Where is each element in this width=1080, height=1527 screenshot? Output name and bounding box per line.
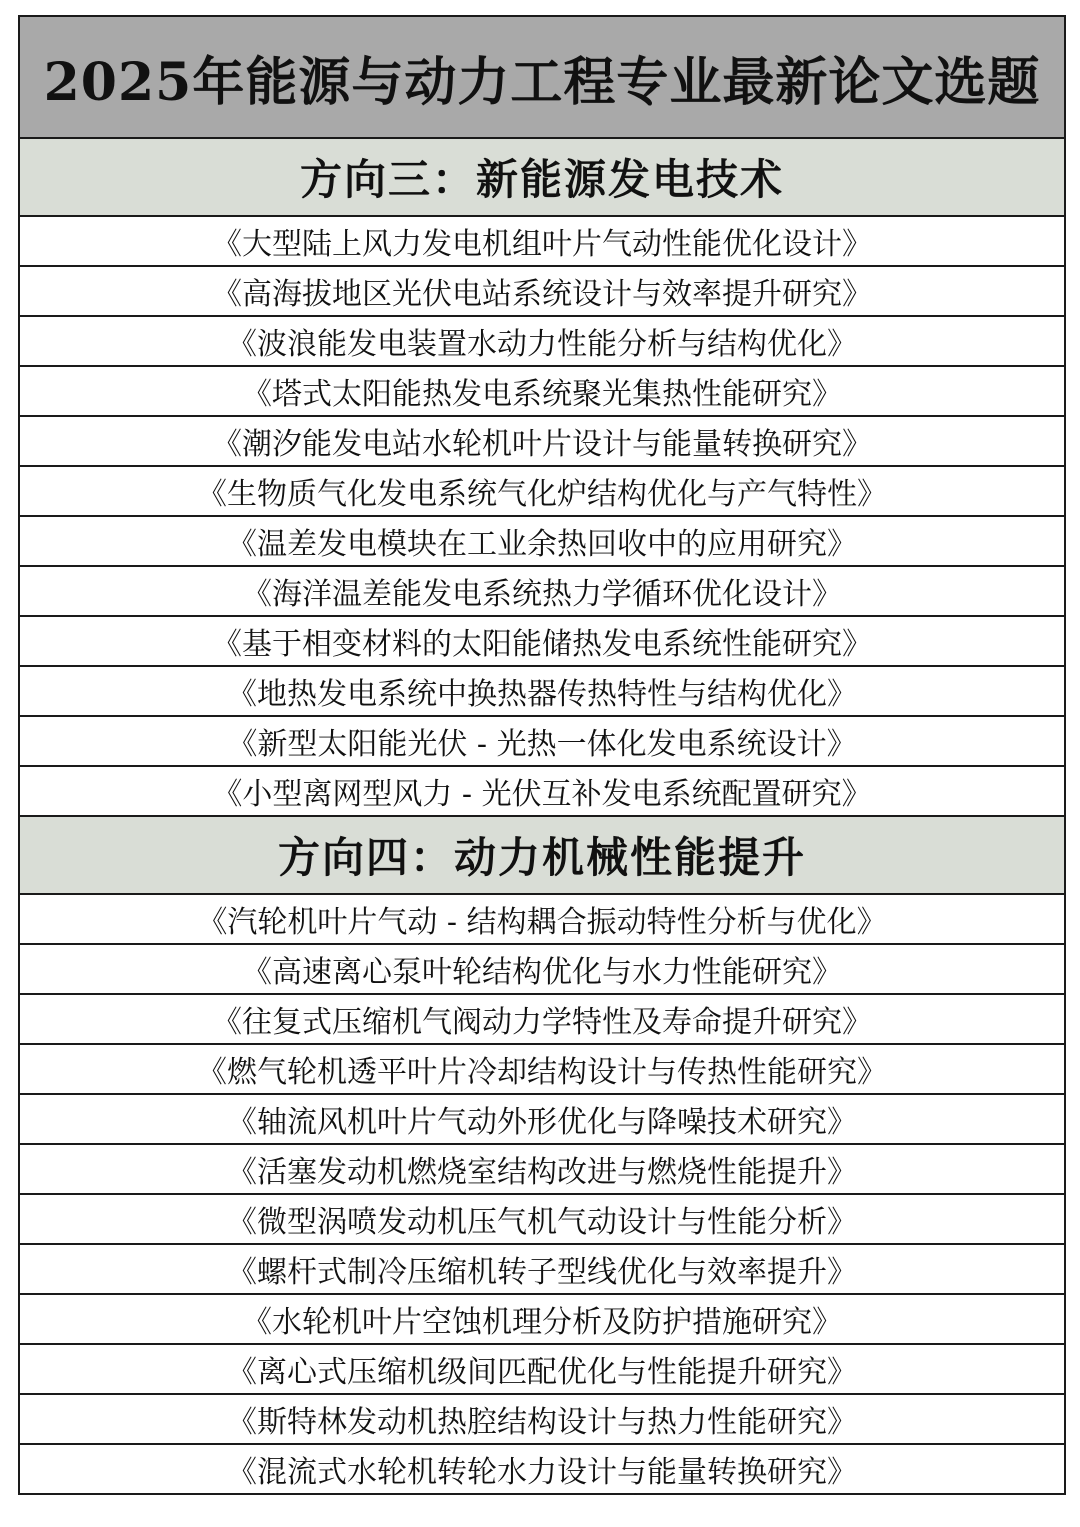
section-heading-direction-3: 方向三：新能源发电技术: [20, 139, 1064, 217]
section-heading-direction-4: 方向四：动力机械性能提升: [20, 817, 1064, 895]
topic-row: 《轴流风机叶片气动外形优化与降噪技术研究》: [20, 1095, 1064, 1145]
topic-row: 《螺杆式制冷压缩机转子型线优化与效率提升》: [20, 1245, 1064, 1295]
topic-row: 《大型陆上风力发电机组叶片气动性能优化设计》: [20, 217, 1064, 267]
topic-row: 《新型太阳能光伏 - 光热一体化发电系统设计》: [20, 717, 1064, 767]
topic-row: 《波浪能发电装置水动力性能分析与结构优化》: [20, 317, 1064, 367]
topic-row: 《高海拔地区光伏电站系统设计与效率提升研究》: [20, 267, 1064, 317]
topic-row: 《混流式水轮机转轮水力设计与能量转换研究》: [20, 1445, 1064, 1493]
topic-row: 《活塞发动机燃烧室结构改进与燃烧性能提升》: [20, 1145, 1064, 1195]
topic-row: 《离心式压缩机级间匹配优化与性能提升研究》: [20, 1345, 1064, 1395]
page-title: 2025年能源与动力工程专业最新论文选题: [20, 17, 1064, 139]
topic-row: 《燃气轮机透平叶片冷却结构设计与传热性能研究》: [20, 1045, 1064, 1095]
topic-row: 《基于相变材料的太阳能储热发电系统性能研究》: [20, 617, 1064, 667]
topic-row: 《高速离心泵叶轮结构优化与水力性能研究》: [20, 945, 1064, 995]
topic-row: 《往复式压缩机气阀动力学特性及寿命提升研究》: [20, 995, 1064, 1045]
topic-row: 《地热发电系统中换热器传热特性与结构优化》: [20, 667, 1064, 717]
topic-row: 《温差发电模块在工业余热回收中的应用研究》: [20, 517, 1064, 567]
topic-row: 《海洋温差能发电系统热力学循环优化设计》: [20, 567, 1064, 617]
topic-row: 《塔式太阳能热发电系统聚光集热性能研究》: [20, 367, 1064, 417]
topic-row: 《潮汐能发电站水轮机叶片设计与能量转换研究》: [20, 417, 1064, 467]
topic-row: 《水轮机叶片空蚀机理分析及防护措施研究》: [20, 1295, 1064, 1345]
topic-row: 《微型涡喷发动机压气机气动设计与性能分析》: [20, 1195, 1064, 1245]
topic-row: 《斯特林发动机热腔结构设计与热力性能研究》: [20, 1395, 1064, 1445]
topic-row: 《小型离网型风力 - 光伏互补发电系统配置研究》: [20, 767, 1064, 817]
topic-row: 《生物质气化发电系统气化炉结构优化与产气特性》: [20, 467, 1064, 517]
topic-table: [18, 15, 1066, 1495]
topic-row: 《汽轮机叶片气动 - 结构耦合振动特性分析与优化》: [20, 895, 1064, 945]
